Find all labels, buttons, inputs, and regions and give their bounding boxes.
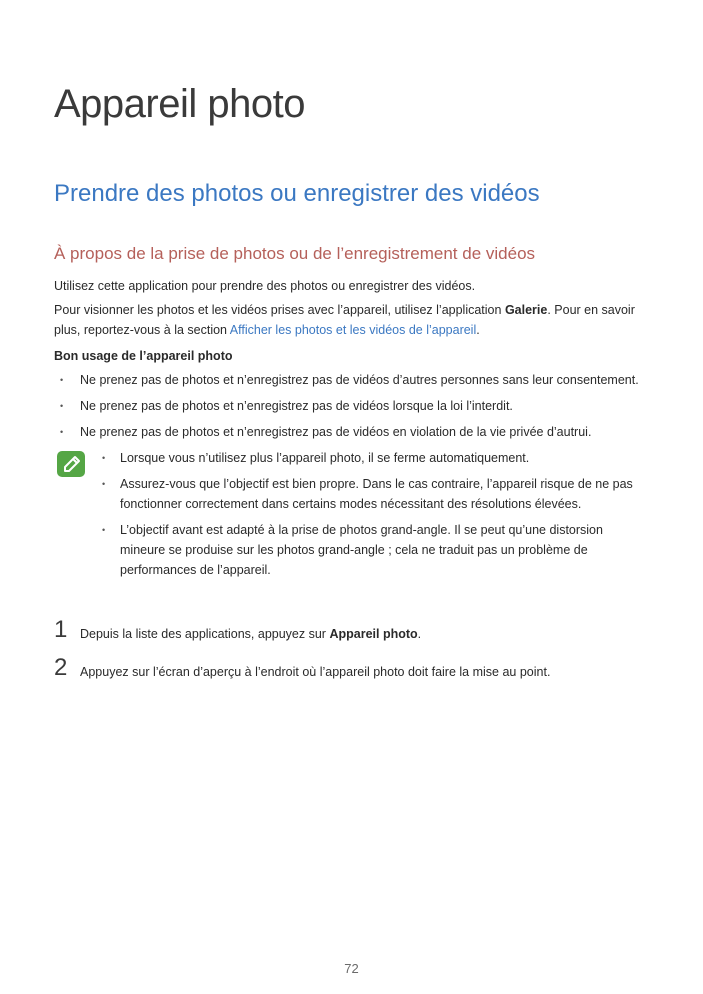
step-text-pre: Appuyez sur l’écran d’aperçu à l’endroit où l’appareil photo doit faire la mise au point. <box>80 665 551 679</box>
gallery-text: Pour visionner les photos et les vidéos prises avec l’appareil, utilisez l’application <box>54 303 505 317</box>
list-item: • Ne prenez pas de photos et n’enregistrez pas de vidéos d’autres personnes sans leur consentement. <box>54 370 644 390</box>
step-text <box>80 620 654 644</box>
content <box>54 276 644 586</box>
subsection-title: À propos de la prise de photos ou de l’enregistrement de vidéos <box>54 244 536 263</box>
step-number: 1 <box>54 616 68 643</box>
step-number: 2 <box>54 654 68 681</box>
list-item: • Lorsque vous n’utilisez plus l’appareil photo, il se ferme automatiquement. <box>120 448 644 468</box>
note-box <box>54 448 644 580</box>
section-title: Prendre des photos ou enregistrer des vidéos <box>54 180 540 207</box>
list-item: • Assurez-vous que l’objectif est bien propre. Dans le cas contraire, l’appareil risque de ne pas fonctionner correctement dans certains modes nécessitant des résolutions élevées. <box>120 474 644 514</box>
list-item: • Ne prenez pas de photos et n’enregistrez pas de vidéos lorsque la loi l’interdit. <box>54 396 644 416</box>
step-text-post: . <box>417 627 422 641</box>
steps <box>54 616 654 696</box>
list-item: • Ne prenez pas de photos et n’enregistrez pas de vidéos en violation de la vie privée d’autrui. <box>54 422 644 442</box>
section-link[interactable]: Afficher les photos et les vidéos de l’appareil <box>229 323 477 337</box>
gallery-app-name: Galerie <box>504 303 548 317</box>
step-app-name: Appareil photo <box>329 627 418 641</box>
intro-paragraph: Utilisez cette application pour prendre des photos ou enregistrer des vidéos. <box>54 279 476 293</box>
step-text <box>80 658 654 682</box>
note-list <box>120 448 644 580</box>
step-1 <box>54 616 654 658</box>
note-icon <box>56 450 86 478</box>
step-text-pre: Depuis la liste des applications, appuyez sur <box>80 627 330 641</box>
usage-list <box>54 370 644 442</box>
chapter-title: Appareil photo <box>54 82 305 126</box>
gallery-text-end: . <box>476 323 480 337</box>
list-item: • L’objectif avant est adapté à la prise de photos grand-angle. Il se peut qu’une distorsion mineure se produise sur les photos grand-angle ; cela ne traduit pas un problème de performances de l’appareil. <box>120 520 644 580</box>
page-number: 72 <box>344 961 359 976</box>
step-2 <box>54 654 654 696</box>
usage-heading: Bon usage de l’appareil photo <box>54 349 233 363</box>
gallery-text-mid: . Pour en savoir plus, reportez-vous à la section <box>54 303 635 337</box>
gallery-paragraph <box>54 300 644 340</box>
